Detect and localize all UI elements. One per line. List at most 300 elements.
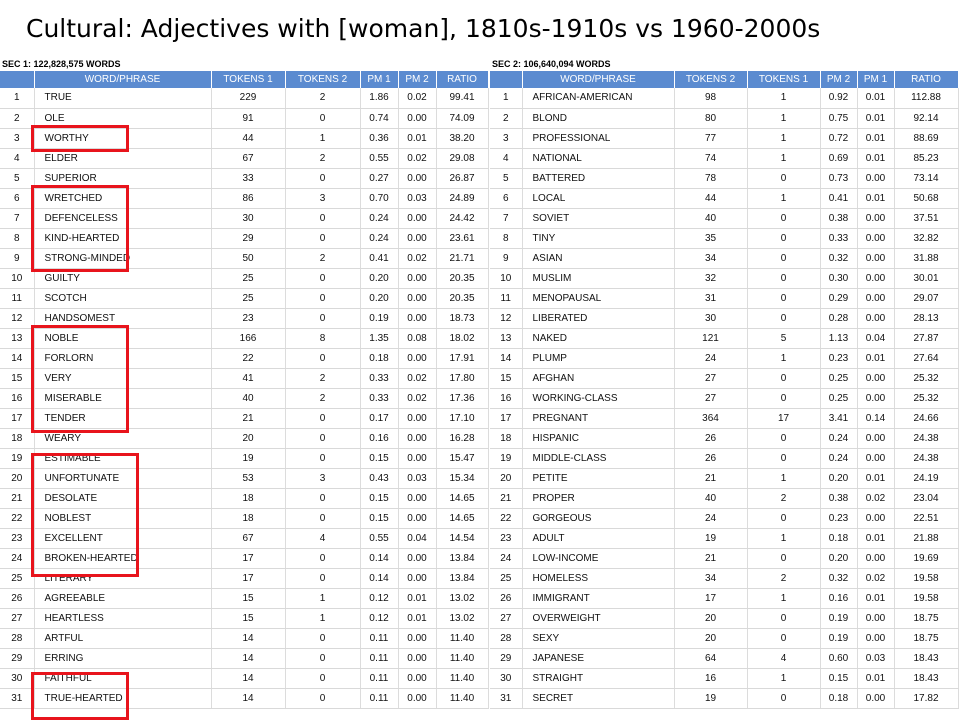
word-link[interactable]: HEARTLESS <box>34 608 211 628</box>
cell-value: 0.33 <box>360 368 398 388</box>
word-link[interactable]: BATTERED <box>522 168 674 188</box>
table-row <box>490 448 958 468</box>
word-link[interactable]: LOCAL <box>522 188 674 208</box>
cell-value: 20 <box>674 628 747 648</box>
word-link[interactable]: HISPANIC <box>522 428 674 448</box>
row-number: 24 <box>0 548 34 568</box>
cell-value: 4 <box>747 648 820 668</box>
row-number: 10 <box>490 268 522 288</box>
cell-value: 0 <box>747 428 820 448</box>
word-link[interactable]: MENOPAUSAL <box>522 288 674 308</box>
word-link[interactable]: PROFESSIONAL <box>522 128 674 148</box>
word-link[interactable]: SECRET <box>522 688 674 708</box>
cell-value: 0.01 <box>857 188 894 208</box>
cell-value: 0 <box>747 288 820 308</box>
cell-value: 0.15 <box>360 508 398 528</box>
highlight-box <box>31 125 129 152</box>
word-link[interactable]: AGREEABLE <box>34 588 211 608</box>
word-link[interactable]: WEARY <box>34 428 211 448</box>
cell-value: 24 <box>674 348 747 368</box>
cell-value: 0.70 <box>360 188 398 208</box>
cell-value: 0.29 <box>820 288 857 308</box>
table-row <box>490 88 958 108</box>
cell-value: 40 <box>674 208 747 228</box>
word-link[interactable]: VERY <box>34 368 211 388</box>
cell-value: 0.00 <box>857 448 894 468</box>
word-link[interactable]: GORGEOUS <box>522 508 674 528</box>
cell-value: 0.75 <box>820 108 857 128</box>
row-number: 21 <box>490 488 522 508</box>
row-number: 28 <box>0 628 34 648</box>
cell-value: 20 <box>674 608 747 628</box>
cell-value: 16 <box>674 668 747 688</box>
cell-value: 27.64 <box>894 348 958 368</box>
cell-value: 0.00 <box>398 348 436 368</box>
cell-value: 67 <box>211 528 285 548</box>
cell-value: 0.02 <box>398 88 436 108</box>
word-link[interactable]: LIBERATED <box>522 308 674 328</box>
cell-value: 0.02 <box>398 388 436 408</box>
cell-value: 0.00 <box>857 208 894 228</box>
cell-value: 0.25 <box>820 368 857 388</box>
table-row <box>490 488 958 508</box>
cell-value: 0.32 <box>820 568 857 588</box>
row-number: 15 <box>490 368 522 388</box>
cell-value: 23.61 <box>436 228 488 248</box>
word-link[interactable]: EXCELLENT <box>34 528 211 548</box>
cell-value: 50 <box>211 248 285 268</box>
cell-value: 0 <box>285 108 360 128</box>
cell-value: 0.55 <box>360 148 398 168</box>
cell-value: 0.03 <box>398 188 436 208</box>
cell-value: 29.08 <box>436 148 488 168</box>
cell-value: 0.01 <box>857 348 894 368</box>
cell-value: 35 <box>674 228 747 248</box>
cell-value: 17.36 <box>436 388 488 408</box>
row-number: 25 <box>490 568 522 588</box>
word-link[interactable]: STRAIGHT <box>522 668 674 688</box>
cell-value: 0 <box>285 548 360 568</box>
column-header[interactable]: TOKENS 2 <box>285 71 360 88</box>
cell-value: 0.14 <box>360 548 398 568</box>
word-link[interactable]: STRONG-MINDED <box>34 248 211 268</box>
cell-value: 25.32 <box>894 388 958 408</box>
cell-value: 0 <box>747 248 820 268</box>
column-header[interactable]: PM 2 <box>820 71 857 88</box>
cell-value: 0.00 <box>857 288 894 308</box>
row-number: 13 <box>490 328 522 348</box>
cell-value: 0.20 <box>820 468 857 488</box>
cell-value: 0.15 <box>360 488 398 508</box>
word-link[interactable]: DESOLATE <box>34 488 211 508</box>
cell-value: 0.08 <box>398 328 436 348</box>
table-row <box>490 608 958 628</box>
cell-value: 0.20 <box>360 288 398 308</box>
word-link[interactable]: BLOND <box>522 108 674 128</box>
cell-value: 53 <box>211 468 285 488</box>
row-number: 17 <box>490 408 522 428</box>
cell-value: 2 <box>285 88 360 108</box>
column-header[interactable]: PM 1 <box>857 71 894 88</box>
cell-value: 0.16 <box>360 428 398 448</box>
word-link[interactable]: AFGHAN <box>522 368 674 388</box>
cell-value: 21.88 <box>894 528 958 548</box>
column-header[interactable]: WORD/PHRASE <box>522 71 674 88</box>
cell-value: 0.00 <box>857 308 894 328</box>
cell-value: 24.66 <box>894 408 958 428</box>
cell-value: 21 <box>211 408 285 428</box>
row-number: 12 <box>490 308 522 328</box>
cell-value: 0.20 <box>360 268 398 288</box>
table-row <box>490 188 958 208</box>
word-link[interactable]: OLE <box>34 108 211 128</box>
word-link[interactable]: BROKEN-HEARTED <box>34 548 211 568</box>
cell-value: 0 <box>747 168 820 188</box>
cell-value: 11.40 <box>436 628 488 648</box>
cell-value: 0.14 <box>857 408 894 428</box>
word-link[interactable]: PROPER <box>522 488 674 508</box>
cell-value: 0 <box>747 508 820 528</box>
cell-value: 0.02 <box>398 368 436 388</box>
cell-value: 32 <box>674 268 747 288</box>
cell-value: 0 <box>747 688 820 708</box>
cell-value: 0 <box>285 628 360 648</box>
cell-value: 30.01 <box>894 268 958 288</box>
table-row <box>0 648 488 668</box>
cell-value: 0 <box>747 268 820 288</box>
cell-value: 0.00 <box>857 168 894 188</box>
row-number: 2 <box>490 108 522 128</box>
cell-value: 67 <box>211 148 285 168</box>
row-number: 7 <box>0 208 34 228</box>
word-link[interactable]: PLUMP <box>522 348 674 368</box>
cell-value: 21 <box>674 548 747 568</box>
cell-value: 4 <box>285 528 360 548</box>
cell-value: 229 <box>211 88 285 108</box>
row-number: 17 <box>0 408 34 428</box>
cell-value: 0 <box>285 208 360 228</box>
cell-value: 0.00 <box>398 688 436 708</box>
table-row <box>490 168 958 188</box>
cell-value: 112.88 <box>894 88 958 108</box>
row-number: 26 <box>0 588 34 608</box>
cell-value: 0 <box>285 308 360 328</box>
cell-value: 1 <box>747 348 820 368</box>
table-row <box>490 288 958 308</box>
word-link[interactable]: WORTHY <box>34 128 211 148</box>
cell-value: 78 <box>674 168 747 188</box>
cell-value: 2 <box>285 368 360 388</box>
column-header[interactable]: PM 1 <box>360 71 398 88</box>
cell-value: 21 <box>674 468 747 488</box>
column-header[interactable]: RATIO <box>436 71 488 88</box>
cell-value: 64 <box>674 648 747 668</box>
cell-value: 0.01 <box>857 108 894 128</box>
cell-value: 0.00 <box>857 228 894 248</box>
cell-value: 0.00 <box>398 228 436 248</box>
word-link[interactable]: NOBLE <box>34 328 211 348</box>
cell-value: 0.00 <box>857 268 894 288</box>
cell-value: 0.01 <box>398 608 436 628</box>
cell-value: 1 <box>747 128 820 148</box>
word-link[interactable]: ELDER <box>34 148 211 168</box>
table-row <box>490 648 958 668</box>
cell-value: 0.24 <box>360 208 398 228</box>
table-row <box>490 428 958 448</box>
cell-value: 88.69 <box>894 128 958 148</box>
word-link[interactable]: SCOTCH <box>34 288 211 308</box>
cell-value: 1 <box>747 668 820 688</box>
cell-value: 0.12 <box>360 588 398 608</box>
highlight-box <box>31 325 129 433</box>
cell-value: 8 <box>285 328 360 348</box>
cell-value: 99.41 <box>436 88 488 108</box>
cell-value: 0.27 <box>360 168 398 188</box>
word-link[interactable]: OVERWEIGHT <box>522 608 674 628</box>
word-link[interactable]: FORLORN <box>34 348 211 368</box>
word-link[interactable]: SUPERIOR <box>34 168 211 188</box>
column-header[interactable]: WORD/PHRASE <box>34 71 211 88</box>
word-link[interactable]: WORKING-CLASS <box>522 388 674 408</box>
cell-value: 0 <box>285 648 360 668</box>
cell-value: 0.00 <box>398 108 436 128</box>
word-link[interactable]: FAITHFUL <box>34 668 211 688</box>
cell-value: 18 <box>211 508 285 528</box>
row-number: 23 <box>490 528 522 548</box>
cell-value: 0.15 <box>360 448 398 468</box>
word-link[interactable]: NOBLEST <box>34 508 211 528</box>
cell-value: 14 <box>211 688 285 708</box>
word-link[interactable]: TRUE <box>34 88 211 108</box>
cell-value: 0.38 <box>820 488 857 508</box>
cell-value: 0 <box>285 508 360 528</box>
cell-value: 0.69 <box>820 148 857 168</box>
cell-value: 0 <box>285 448 360 468</box>
word-link[interactable]: LITERARY <box>34 568 211 588</box>
table-row <box>490 468 958 488</box>
word-link[interactable]: TRUE-HEARTED <box>34 688 211 708</box>
cell-value: 11.40 <box>436 688 488 708</box>
cell-value: 1 <box>285 608 360 628</box>
cell-value: 0 <box>285 168 360 188</box>
word-link[interactable]: MISERABLE <box>34 388 211 408</box>
row-number: 5 <box>490 168 522 188</box>
cell-value: 1 <box>285 128 360 148</box>
cell-value: 44 <box>674 188 747 208</box>
cell-value: 0.20 <box>820 548 857 568</box>
cell-value: 32.82 <box>894 228 958 248</box>
word-link[interactable]: JAPANESE <box>522 648 674 668</box>
cell-value: 0.41 <box>820 188 857 208</box>
word-link[interactable]: NATIONAL <box>522 148 674 168</box>
row-number: 27 <box>490 608 522 628</box>
word-link[interactable]: ESTIMABLE <box>34 448 211 468</box>
cell-value: 0.01 <box>398 588 436 608</box>
table-row <box>490 688 958 708</box>
cell-value: 98 <box>674 88 747 108</box>
cell-value: 24.42 <box>436 208 488 228</box>
cell-value: 2 <box>285 148 360 168</box>
row-number: 30 <box>490 668 522 688</box>
cell-value: 1.35 <box>360 328 398 348</box>
row-number: 9 <box>490 248 522 268</box>
row-number: 21 <box>0 488 34 508</box>
cell-value: 0.00 <box>857 688 894 708</box>
row-number: 1 <box>490 88 522 108</box>
word-link[interactable]: PREGNANT <box>522 408 674 428</box>
word-link[interactable]: TENDER <box>34 408 211 428</box>
cell-value: 27.87 <box>894 328 958 348</box>
word-link[interactable]: AFRICAN-AMERICAN <box>522 88 674 108</box>
cell-value: 0.12 <box>360 608 398 628</box>
cell-value: 24 <box>674 508 747 528</box>
word-link[interactable]: HANDSOMEST <box>34 308 211 328</box>
cell-value: 0.73 <box>820 168 857 188</box>
cell-value: 0 <box>747 228 820 248</box>
word-link[interactable]: NAKED <box>522 328 674 348</box>
cell-value: 29.07 <box>894 288 958 308</box>
cell-value: 18.43 <box>894 648 958 668</box>
cell-value: 18.75 <box>894 628 958 648</box>
word-link[interactable]: SEXY <box>522 628 674 648</box>
cell-value: 73.14 <box>894 168 958 188</box>
slide-title: Cultural: Adjectives with [woman], 1810s-1910s vs 1960-2000s <box>26 14 821 43</box>
cell-value: 2 <box>747 488 820 508</box>
cell-value: 13.84 <box>436 568 488 588</box>
cell-value: 0.01 <box>857 88 894 108</box>
cell-value: 0.00 <box>857 608 894 628</box>
cell-value: 14.65 <box>436 488 488 508</box>
cell-value: 28.13 <box>894 308 958 328</box>
cell-value: 0.00 <box>857 548 894 568</box>
cell-value: 15 <box>211 608 285 628</box>
column-header[interactable]: PM 2 <box>398 71 436 88</box>
cell-value: 0.16 <box>820 588 857 608</box>
word-link[interactable]: MUSLIM <box>522 268 674 288</box>
cell-value: 0 <box>747 308 820 328</box>
word-link[interactable]: ASIAN <box>522 248 674 268</box>
word-link[interactable]: IMMIGRANT <box>522 588 674 608</box>
word-link[interactable]: KIND-HEARTED <box>34 228 211 248</box>
cell-value: 0.33 <box>360 388 398 408</box>
table-row <box>490 208 958 228</box>
cell-value: 31.88 <box>894 248 958 268</box>
column-header[interactable]: TOKENS 2 <box>674 71 747 88</box>
row-number: 16 <box>0 388 34 408</box>
cell-value: 18.75 <box>894 608 958 628</box>
word-link[interactable]: ERRING <box>34 648 211 668</box>
section-1-header-row <box>0 71 488 88</box>
cell-value: 27 <box>674 368 747 388</box>
word-link[interactable]: GUILTY <box>34 268 211 288</box>
cell-value: 0 <box>285 488 360 508</box>
row-number: 12 <box>0 308 34 328</box>
row-number: 29 <box>490 648 522 668</box>
cell-value: 41 <box>211 368 285 388</box>
row-number: 19 <box>0 448 34 468</box>
cell-value: 33 <box>211 168 285 188</box>
row-number: 29 <box>0 648 34 668</box>
cell-value: 24.19 <box>894 468 958 488</box>
column-header[interactable]: TOKENS 1 <box>211 71 285 88</box>
column-header[interactable]: TOKENS 1 <box>747 71 820 88</box>
cell-value: 0.24 <box>360 228 398 248</box>
cell-value: 3.41 <box>820 408 857 428</box>
section-1-label: SEC 1: 122,828,575 WORDS <box>2 59 121 69</box>
cell-value: 0.00 <box>398 668 436 688</box>
cell-value: 0 <box>285 568 360 588</box>
cell-value: 1 <box>747 468 820 488</box>
cell-value: 14 <box>211 668 285 688</box>
word-link[interactable]: SOVIET <box>522 208 674 228</box>
cell-value: 0.72 <box>820 128 857 148</box>
row-number: 16 <box>490 388 522 408</box>
section-2-label: SEC 2: 106,640,094 WORDS <box>492 59 611 69</box>
cell-value: 0 <box>285 348 360 368</box>
cell-value: 0 <box>747 548 820 568</box>
word-link[interactable]: TINY <box>522 228 674 248</box>
row-number: 27 <box>0 608 34 628</box>
cell-value: 13.84 <box>436 548 488 568</box>
word-link[interactable]: WRETCHED <box>34 188 211 208</box>
table-row <box>490 508 958 528</box>
cell-value: 24.89 <box>436 188 488 208</box>
row-number: 19 <box>490 448 522 468</box>
cell-value: 0.00 <box>857 628 894 648</box>
cell-value: 19.58 <box>894 568 958 588</box>
word-link[interactable]: ARTFUL <box>34 628 211 648</box>
cell-value: 0.00 <box>857 368 894 388</box>
table-row <box>490 368 958 388</box>
cell-value: 26.87 <box>436 168 488 188</box>
word-link[interactable]: PETITE <box>522 468 674 488</box>
row-number: 4 <box>0 148 34 168</box>
cell-value: 0.36 <box>360 128 398 148</box>
cell-value: 29 <box>211 228 285 248</box>
cell-value: 17.10 <box>436 408 488 428</box>
cell-value: 0 <box>747 208 820 228</box>
cell-value: 17.80 <box>436 368 488 388</box>
cell-value: 0.24 <box>820 428 857 448</box>
word-link[interactable]: MIDDLE-CLASS <box>522 448 674 468</box>
cell-value: 26 <box>674 428 747 448</box>
cell-value: 0.00 <box>398 568 436 588</box>
cell-value: 364 <box>674 408 747 428</box>
word-link[interactable]: DEFENCELESS <box>34 208 211 228</box>
cell-value: 0.01 <box>857 528 894 548</box>
row-number: 14 <box>0 348 34 368</box>
cell-value: 40 <box>674 488 747 508</box>
word-link[interactable]: UNFORTUNATE <box>34 468 211 488</box>
table-row <box>490 548 958 568</box>
row-number: 1 <box>0 88 34 108</box>
word-link[interactable]: HOMELESS <box>522 568 674 588</box>
row-number: 20 <box>490 468 522 488</box>
cell-value: 14.54 <box>436 528 488 548</box>
table-row <box>490 328 958 348</box>
cell-value: 0.30 <box>820 268 857 288</box>
word-link[interactable]: LOW-INCOME <box>522 548 674 568</box>
table-row <box>490 388 958 408</box>
cell-value: 0.92 <box>820 88 857 108</box>
cell-value: 74 <box>674 148 747 168</box>
cell-value: 0.55 <box>360 528 398 548</box>
column-header[interactable]: RATIO <box>894 71 958 88</box>
cell-value: 85.23 <box>894 148 958 168</box>
cell-value: 17 <box>747 408 820 428</box>
word-link[interactable]: ADULT <box>522 528 674 548</box>
table-row <box>490 528 958 548</box>
